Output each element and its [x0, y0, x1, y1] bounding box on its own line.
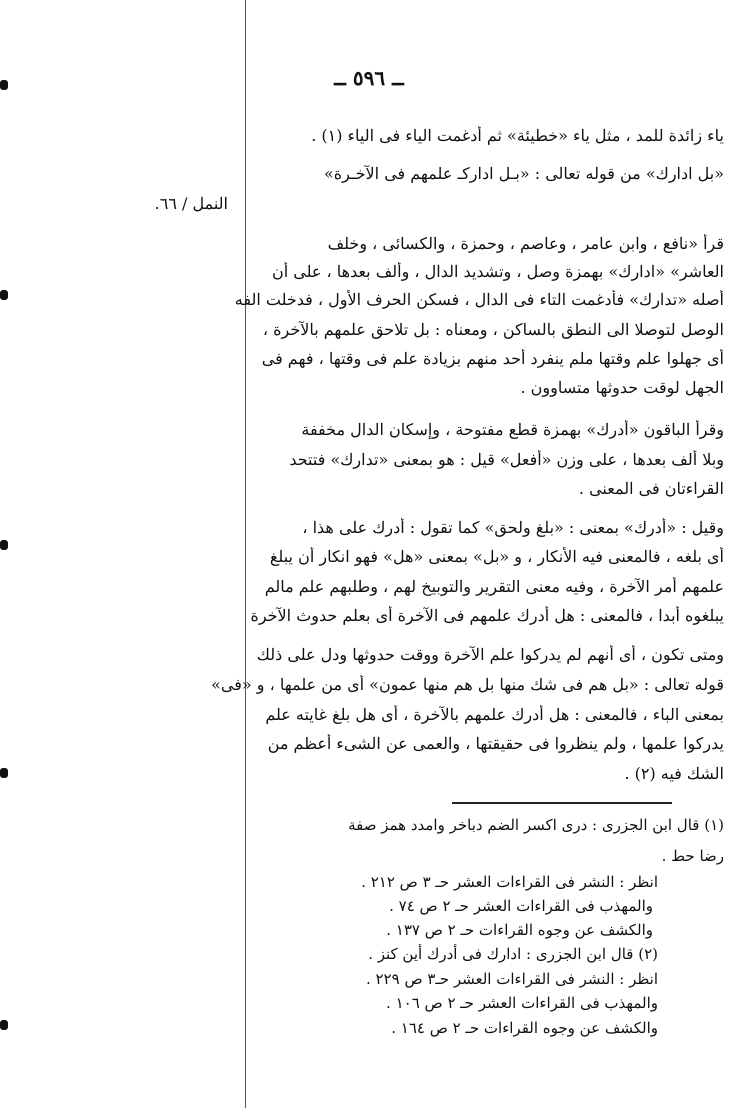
footnote-line: والكشف عن وجوه القراءات حـ ٢ ص ١٣٧ . [386, 921, 653, 939]
footnote-line: انظر : النشر فى القراءات العشر حـ٣ ص ٢٢٩ . [365, 970, 658, 988]
footnote-line: (١) قال ابن الجزرى : درى اكسر الضم دباخر وامدد همز صفة [348, 816, 724, 834]
footnote-line: والمهذب فى القراءات العشر حـ ٢ ص ٧٤ . [389, 897, 653, 915]
body-line: ياء زائدة للمد ، مثل ياء «خطيئة» ثم أدغمت الياء فى الياء (١) . [311, 126, 724, 145]
body-line: «بل ادارك» من قوله تعالى : «بـل اداركـ علمهم فى الآخـرة» [323, 164, 724, 183]
body-line: الشك فيه (٢) . [624, 764, 724, 783]
body-line: وبلا ألف بعدها ، على وزن «أفعل» قيل : هو بمعنى «تدارك» فتتحد [289, 450, 724, 469]
footnote-line: والكشف عن وجوه القراءات حـ ٢ ص ١٦٤ . [391, 1019, 658, 1037]
body-line: النمل / ٦٦. [154, 194, 228, 213]
footnote-line: (٢) قال ابن الجزرى : ادارك فى أدرك أين كنز . [368, 945, 658, 963]
body-line: القراءتان فى المعنى . [578, 479, 724, 498]
body-line: أى بلغه ، فالمعنى فيه الأنكار ، و «بل» بمعنى «هل» فهو انكار أن يبلغ [269, 547, 724, 566]
footnote-line: والمهذب فى القراءات العشر حـ ٢ ص ١٠٦ . [386, 994, 658, 1012]
footnote-line: انظر : النشر فى القراءات العشر حـ ٣ ص ٢١٢ . [361, 873, 658, 891]
body-line: العاشر» «ادارك» بهمزة وصل ، وتشديد الدال ، وألف بعدها ، على أن [271, 262, 724, 281]
body-line: وقيل : «أدرك» بمعنى : «بلغ ولحق» كما تقول : أدرك على هذا ، [302, 518, 724, 537]
body-line: ومتى تكون ، أى أنهم لم يدركوا علم الآخرة ووقت حدوثها ودل على ذلك [256, 645, 724, 664]
body-line: يدركوا علمها ، ولم ينظروا فى حقيقتها ، والعمى عن الشىء أعظم من [267, 734, 724, 753]
footnote-separator [452, 802, 672, 804]
body-line: الوصل لتوصلا الى النطق بالساكن ، ومعناه : بل تلاحق علمهم بالآخرة ، [262, 320, 724, 339]
margin-mark [0, 1020, 8, 1030]
margin-mark [0, 768, 8, 778]
body-line: الجهل لوقت حدوثها متساوون . [520, 378, 724, 397]
body-line: يبلغوه أبدا ، فالمعنى : هل أدرك علمهم فى الآخرة أى بعلم حدوث الآخرة [250, 606, 724, 625]
body-line: بمعنى الباء ، فالمعنى : هل أدرك علمهم بالآخرة ، أى هل بلغ غايته علم [265, 705, 724, 724]
body-line: قوله تعالى : «بل هم فى شك منها بل هم منها عمون» أى من علمها ، و «فى» [211, 675, 724, 694]
body-line: قرأ «نافع ، وابن عامر ، وعاصم ، وحمزة ، والكسائى ، وخلف [327, 234, 724, 253]
margin-mark [0, 290, 8, 300]
body-line: وقرأ الباقون «أدرك» بهمزة قطع مفتوحة ، وإسكان الدال مخففة [301, 420, 724, 439]
page-number: ــ ٥٩٦ ــ [334, 66, 404, 90]
margin-mark [0, 540, 8, 550]
body-line: علمهم أمر الآخرة ، وفيه معنى التقرير والتوبيخ لهم ، وطلبهم علم مالم [264, 577, 724, 596]
body-line: أصله «تدارك» فأدغمت التاء فى الدال ، فسكن الحرف الأول ، فدخلت الفه [234, 290, 724, 309]
body-line: أى جهلوا علم وقتها ملم ينفرد أحد منهم بزيادة علم فى وقتها ، فهم فى [261, 349, 724, 368]
footnote-line: رضا حط . [661, 847, 724, 865]
